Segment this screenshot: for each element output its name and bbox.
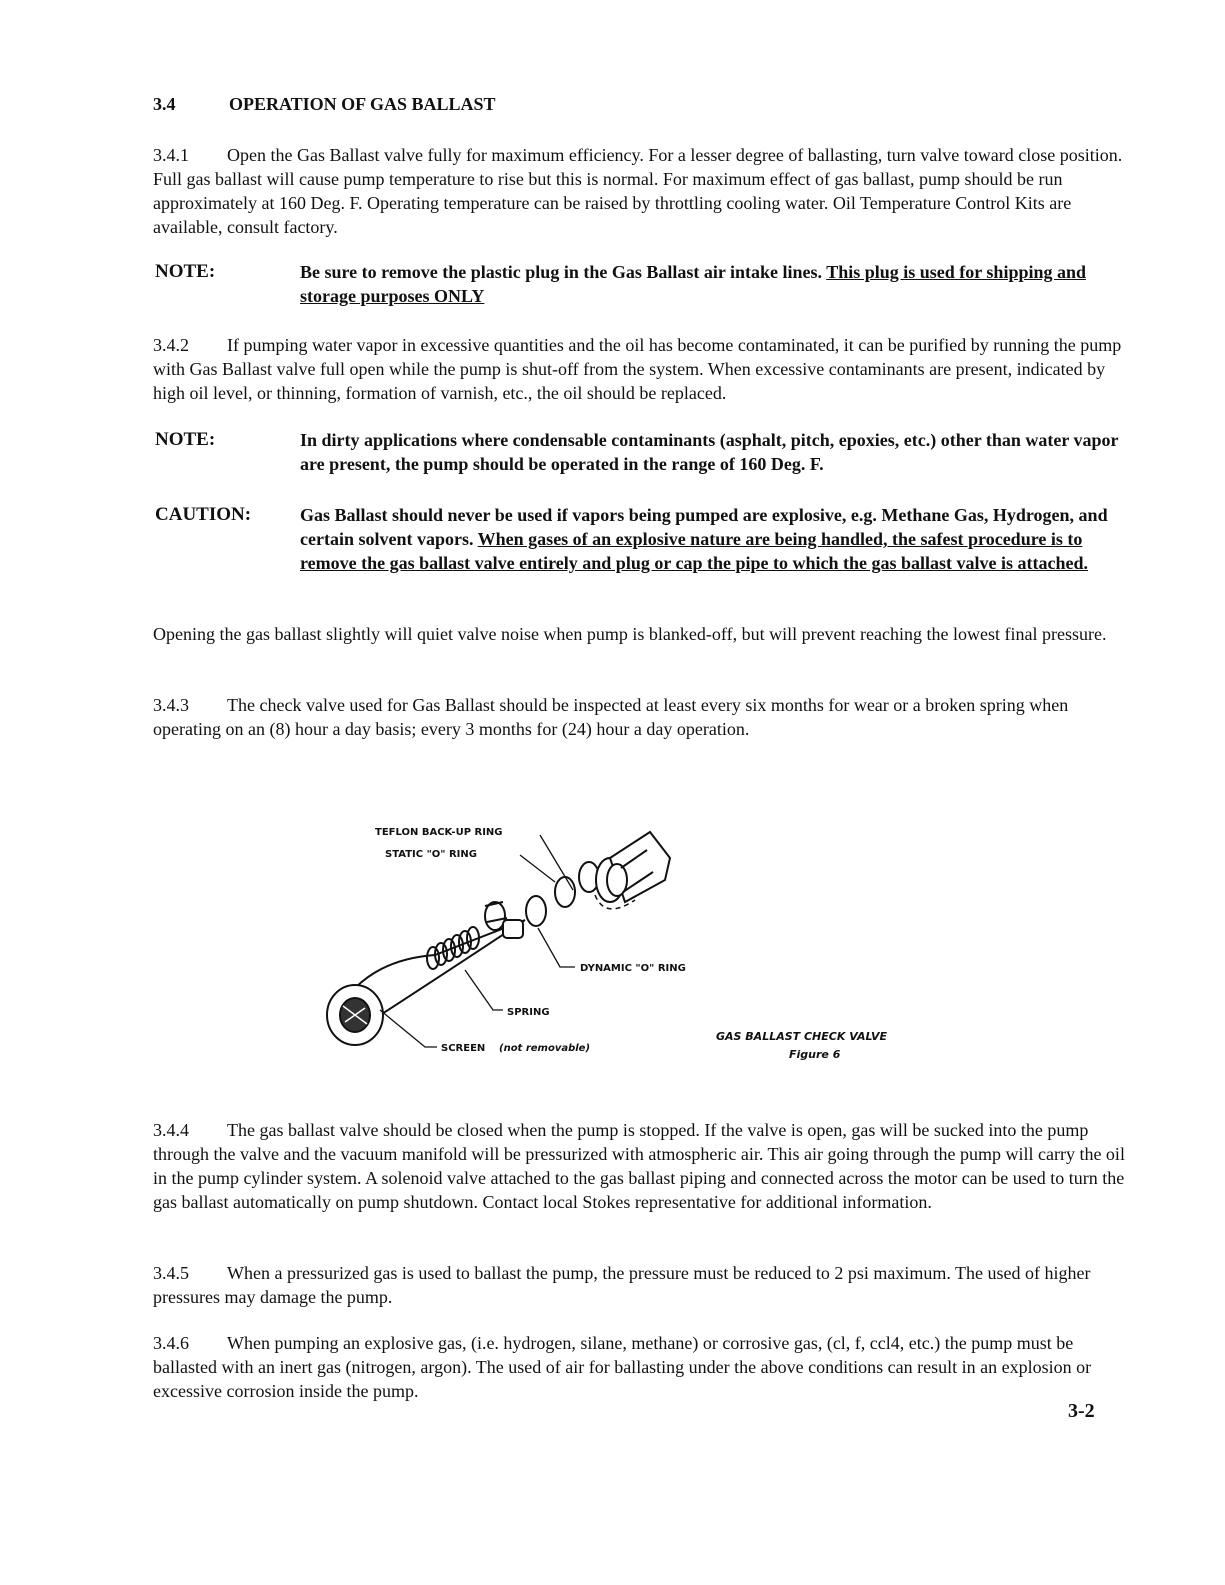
note-plastic-plug bbox=[153, 260, 1125, 310]
note-label: NOTE: bbox=[155, 429, 216, 450]
paragraph-3-4-3 bbox=[153, 693, 1125, 741]
label-screen: SCREEN bbox=[441, 1043, 486, 1054]
paragraph-number: 3.4.6 bbox=[153, 1333, 189, 1353]
note-text: Be sure to remove the plastic plug in the Gas Ballast air intake lines. This plug is used for shipping and storage purposes ONLY bbox=[300, 262, 1086, 306]
figure-caption-number: Figure 6 bbox=[789, 1048, 841, 1061]
label-dynamic-o-ring: DYNAMIC "O" RING bbox=[580, 963, 686, 974]
paragraph-number: 3.4.5 bbox=[153, 1263, 189, 1283]
page-number: 3-2 bbox=[1068, 1400, 1095, 1422]
section-number: 3.4 bbox=[153, 94, 176, 114]
caution-label: CAUTION: bbox=[155, 504, 252, 525]
section-heading bbox=[153, 92, 496, 116]
static-o-ring bbox=[555, 877, 575, 907]
paragraph-text: When a pressurized gas is used to ballast the pump, the pressure must be reduced to 2 psi maximum. The used of higher pressures may damage the pump. bbox=[153, 1263, 1091, 1307]
caution-explosive-gases bbox=[153, 503, 1125, 603]
cap-nut bbox=[596, 832, 670, 902]
figure-caption-title: GAS BALLAST CHECK VALVE bbox=[716, 1030, 887, 1043]
note-underlined-text: This plug is used for shipping and storage purposes ONLY bbox=[300, 262, 1086, 306]
note-text: In dirty applications where condensable contaminants (asphalt, pitch, epoxies, etc.) other than water vapor are present, the pump should be operated in the range of 160 Deg. F. bbox=[300, 430, 1119, 474]
paragraph-text: Opening the gas ballast slightly will quiet valve noise when pump is blanked-off, but will prevent reaching the lowest final pressure. bbox=[153, 624, 1107, 644]
label-screen-note: (not removable) bbox=[499, 1043, 591, 1054]
paragraph-3-4-1 bbox=[153, 143, 1125, 239]
paragraph-text: The check valve used for Gas Ballast should be inspected at least every six months for wear or a broken spring when operating on an (8) hour a day basis; every 3 months for (24) hour a day operation. bbox=[153, 695, 1069, 739]
paragraph-blanked-off bbox=[153, 622, 1125, 646]
label-teflon-back-up-ring: TEFLON BACK-UP RING bbox=[375, 827, 503, 838]
paragraph-3-4-6 bbox=[153, 1331, 1125, 1403]
caution-underlined-text: When gases of an explosive nature are being handled, the safest procedure is to remove the gas ballast valve entirely and plug or cap the pipe to which the gas ballast valve is attached. bbox=[300, 529, 1089, 573]
paragraph-text: When pumping an explosive gas, (i.e. hydrogen, silane, methane) or corrosive gas, (cl, f, ccl4, etc.) the pump must be ballasted with an inert gas (nitrogen, argon). The used of air for ballasting under the above conditions can result in an explosion or excessive corrosion inside the pump. bbox=[153, 1333, 1092, 1401]
paragraph-text: If pumping water vapor in excessive quantities and the oil has become contaminated, it can be purified by running the pump with Gas Ballast valve full open while the pump is shut-off from the system. When excessive contaminants are present, indicated by high oil level, or thinning, formation of varnish, etc., the oil should be replaced. bbox=[153, 335, 1122, 403]
note-label: NOTE: bbox=[155, 261, 216, 282]
label-spring: SPRING bbox=[507, 1007, 550, 1018]
label-static-o-ring: STATIC "O" RING bbox=[385, 849, 477, 860]
paragraph-3-4-5 bbox=[153, 1261, 1125, 1309]
dynamic-o-ring bbox=[526, 896, 546, 926]
paragraph-number: 3.4.1 bbox=[153, 145, 189, 165]
note-dirty-applications bbox=[153, 428, 1125, 478]
paragraph-text: The gas ballast valve should be closed when the pump is stopped. If the valve is open, gas will be sucked into the pump through the valve and the vacuum manifold will be pressurized with atmospheric air. This air going through the pump will carry the oil in the pump cylinder system. A solenoid valve attached to the gas ballast piping and connected across the motor can be used to turn the gas ballast automatically on pump shutdown. Contact local Stokes representative for additional information. bbox=[153, 1120, 1125, 1212]
paragraph-number: 3.4.4 bbox=[153, 1120, 189, 1140]
paragraph-number: 3.4.2 bbox=[153, 335, 189, 355]
paragraph-3-4-2 bbox=[153, 333, 1125, 405]
caution-text: Gas Ballast should never be used if vapors being pumped are explosive, e.g. Methane Gas, Hydrogen, and certain solvent vapors. When gases of an explosive nature are being handled, the safest procedure is to remove the gas ballast valve entirely and plug or cap the pipe to which the gas ballast valve is attached. bbox=[300, 505, 1108, 573]
paragraph-3-4-4 bbox=[153, 1118, 1125, 1214]
paragraph-number: 3.4.3 bbox=[153, 695, 189, 715]
section-title: OPERATION OF GAS BALLAST bbox=[229, 94, 496, 114]
paragraph-text: Open the Gas Ballast valve fully for maximum efficiency. For a lesser degree of ballasting, turn valve toward close position. Full gas ballast will cause pump temperature to rise but this is normal. For maximum effect of gas ballast, pump should be run approximately at 160 Deg. F. Operating temperature can be raised by throttling cooling water. Oil Temperature Control Kits are available, consult factory. bbox=[153, 145, 1123, 237]
